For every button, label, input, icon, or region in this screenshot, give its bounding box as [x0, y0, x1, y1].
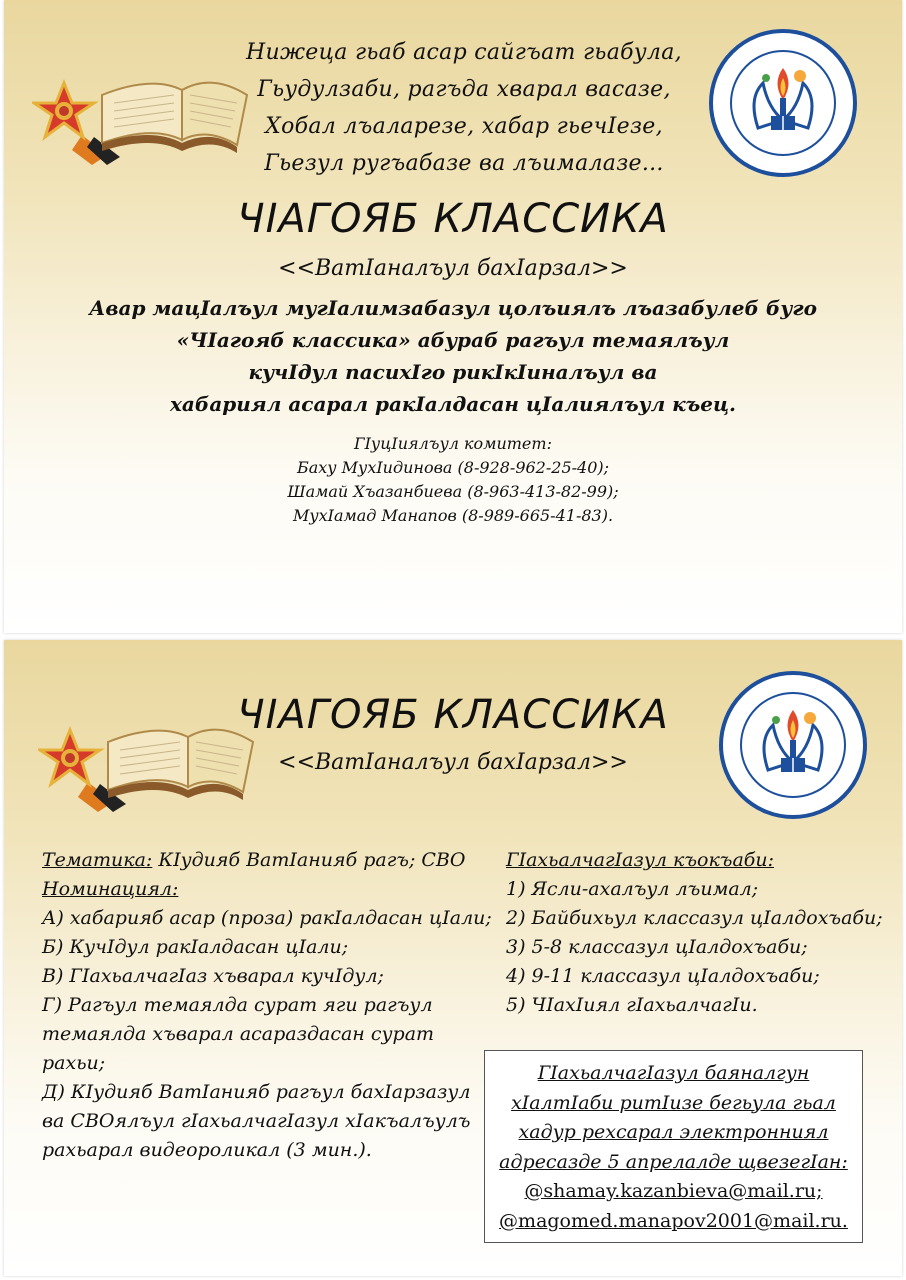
contest-subtitle: <<ВатIаналъул бахIарзал>> [278, 256, 628, 281]
notice-line: хадур рехсарал электронниял [518, 1121, 829, 1143]
poem-line: Гьудулзаби, рагъда хварал васазе, [257, 77, 671, 102]
contest-title: ЧIАГОЯБ КЛАССИКА [237, 196, 669, 242]
poster-card-bottom [4, 640, 902, 1276]
theme-row [42, 846, 482, 875]
book-star-emblem [32, 55, 252, 165]
theme-nominations-column [42, 846, 492, 1165]
notice-line: адресазде 5 апрелалде щвезегIан: [499, 1150, 848, 1173]
poster-card-top [4, 0, 902, 633]
committee-title: ГIуцIиялъул комитет: [354, 434, 552, 453]
association-logo [708, 28, 858, 178]
committee-member: Баху МухIидинова (8-928-962-25-40); [296, 458, 610, 477]
group-item: 3) 5-8 классазул цIалдохъаби; [506, 936, 808, 958]
nomination-item: ва СВОялъул гIахьалчагIазул хIакъалъулъ [42, 1110, 471, 1132]
dedication-poem [234, 34, 694, 182]
organizing-committee [4, 432, 902, 528]
intro-line: кучIдул пасихIго рикIкIиналъул ва [248, 360, 658, 384]
committee-member: МухIамад Манапов (8-989-665-41-83). [292, 506, 614, 525]
contest-intro [4, 292, 902, 420]
notice-line: хIалтIаби ритIизе бегьула гьал [511, 1091, 836, 1114]
submission-notice-box [484, 1050, 863, 1243]
nomination-item: А) хабарияб асар (проза) ракIалдасан цIали; [42, 907, 492, 929]
nomination-item: Д) КIудияб ВатIанияб рагъул бахIарзазул [42, 1081, 471, 1103]
theme-value: КIудияб ВатIанияб рагъ; СВО [152, 849, 466, 871]
email-link[interactable]: @shamay.kazanbieva@mail.ru; [524, 1180, 823, 1202]
nomination-item: темаялда хъварал асараздасан сурат [42, 1023, 435, 1045]
group-item: 2) Байбихьул классазул цIалдохъаби; [506, 907, 883, 929]
poem-line: Нижеца гьаб асар сайгъат гьабула, [246, 40, 682, 65]
intro-line: Авар мацIалъул мугIалимзабазул цолъиялъ лъазабулеб буго [89, 296, 817, 320]
contest-subtitle: <<ВатIаналъул бахIарзал>> [278, 750, 628, 775]
nomination-item: рахьарал видеороликал (3 мин.). [42, 1139, 372, 1161]
group-item: 1) Ясли-ахалъул лъимал; [506, 878, 759, 900]
group-item: 5) ЧIахIиял гIахьалчагIи. [506, 994, 758, 1016]
committee-member: Шамай Хъазанбиева (8-963-413-82-99); [287, 482, 619, 501]
nomination-item: В) ГIахьалчагIаз хъварал кучIдул; [42, 965, 384, 987]
poem-line: Гьезул ругъабазе ва лъималазе... [264, 151, 664, 176]
email-link[interactable]: @magomed.manapov2001@mail.ru. [499, 1209, 848, 1232]
participant-groups-column [506, 846, 886, 1020]
nominations-label: Номинациял: [42, 878, 179, 900]
theme-label: Тематика: [42, 849, 153, 871]
intro-line: «ЧIагояб классика» абураб рагъул темаялъул [176, 328, 730, 352]
groups-label: ГIахьалчагIазул къокъаби: [506, 849, 775, 871]
poem-line: Хобал лъаларезе, хабар гьечIезе, [265, 114, 663, 139]
nomination-item: Г) Рагъул темаялда сурат яги рагъул [42, 994, 433, 1016]
group-item: 4) 9-11 классазул цIалдохъаби; [506, 965, 820, 987]
nomination-item: рахьи; [42, 1052, 106, 1074]
notice-line: ГIахьалчагIазул баяналгун [537, 1062, 810, 1084]
contest-title: ЧIАГОЯБ КЛАССИКА [237, 692, 669, 738]
nomination-item: Б) КучIдул ракIалдасан цIали; [42, 936, 349, 958]
intro-line: хабариял асарал ракIалдасан цIалиялъул къец. [170, 392, 736, 416]
